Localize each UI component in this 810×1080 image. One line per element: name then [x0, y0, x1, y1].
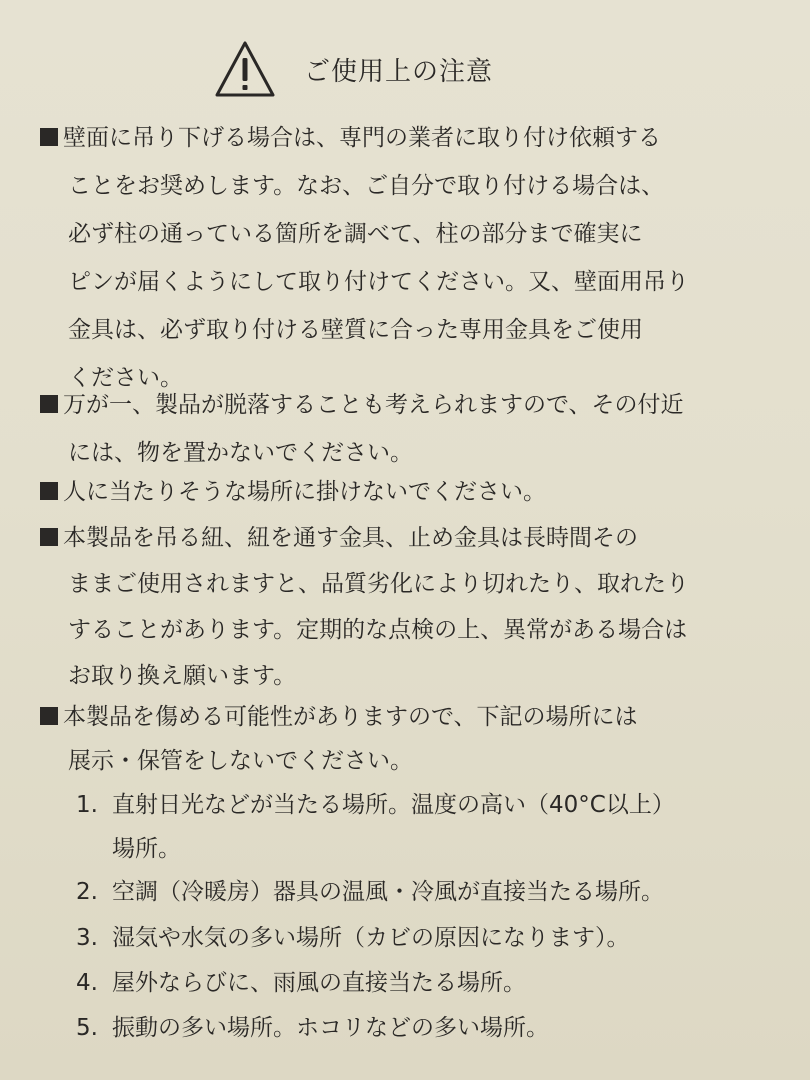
bullet-square-icon	[40, 707, 58, 725]
place-text: 直射日光などが当たる場所。温度の高い（40°C以上）	[112, 792, 675, 818]
place-number: 4.	[76, 970, 98, 996]
note-line: ピンが届くようにして取り付けてください。又、壁面用吊り	[68, 269, 689, 295]
note-line: 本製品を吊る紐、紐を通す金具、止め金具は長時間その	[40, 522, 638, 554]
note-line: 万が一、製品が脱落することも考えられますので、その付近	[40, 389, 684, 421]
header	[214, 38, 493, 100]
place-number: 5.	[76, 1015, 98, 1041]
bullet-square-icon	[40, 128, 58, 146]
bullet-square-icon	[40, 528, 58, 546]
place-text: 場所。	[112, 836, 181, 862]
bullet-square-icon	[40, 395, 58, 413]
warning-triangle-icon	[214, 40, 276, 98]
note-line: ください。	[68, 365, 183, 391]
place-text: 湿気や水気の多い場所（カビの原因になります）。	[112, 925, 630, 951]
note-line: 壁面に吊り下げる場合は、専門の業者に取り付け依頼する	[40, 122, 661, 154]
bullet-square-icon	[40, 482, 58, 500]
note-line: 必ず柱の通っている箇所を調べて、柱の部分まで確実に	[68, 221, 643, 247]
note-line: 展示・保管をしないでください。	[68, 748, 413, 774]
place-text: 屋外ならびに、雨風の直接当たる場所。	[112, 970, 526, 996]
note-line: 人に当たりそうな場所に掛けないでください。	[40, 476, 546, 508]
note-line: することがあります。定期的な点検の上、異常がある場合は	[68, 617, 688, 643]
place-text: 振動の多い場所。ホコリなどの多い場所。	[112, 1015, 549, 1041]
place-number: 2.	[76, 879, 98, 905]
note-line: 本製品を傷める可能性がありますので、下記の場所には	[40, 701, 638, 733]
note-line: お取り換え願います。	[68, 663, 297, 689]
note-line: ままご使用されますと、品質劣化により切れたり、取れたり	[68, 571, 689, 597]
place-number: 1.	[76, 792, 98, 818]
page-title: ご使用上の注意	[304, 56, 494, 87]
place-number: 3.	[76, 925, 98, 951]
note-line: 金具は、必ず取り付ける壁質に合った専用金具をご使用	[68, 317, 643, 343]
place-text: 空調（冷暖房）器具の温風・冷風が直接当たる場所。	[112, 879, 664, 905]
note-line: には、物を置かないでください。	[68, 440, 413, 466]
note-line: ことをお奨めします。なお、ご自分で取り付ける場合は、	[68, 173, 665, 199]
